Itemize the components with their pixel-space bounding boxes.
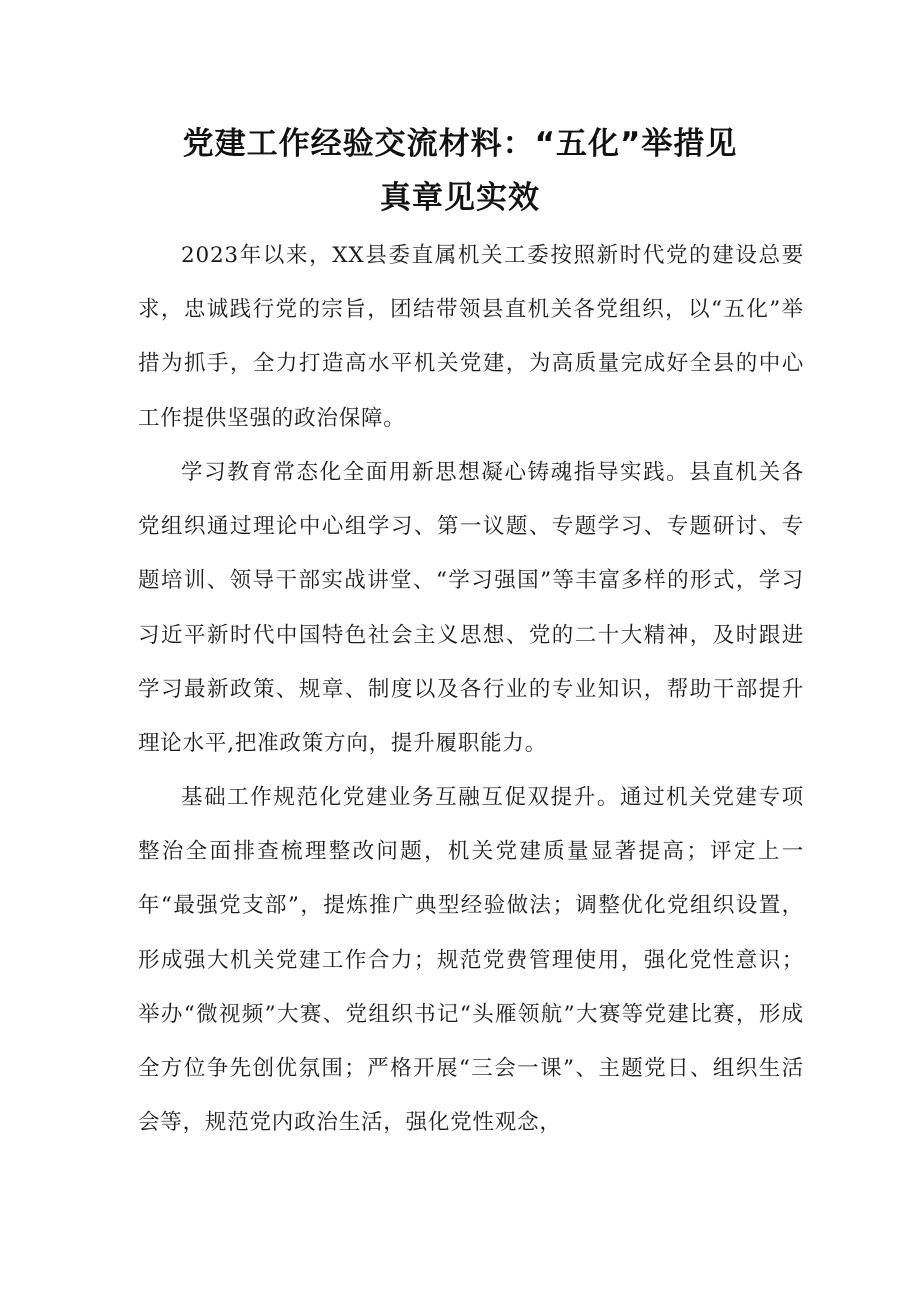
paragraph-learning-education: 学习教育常态化全面用新思想凝心铸魂指导实践。县直机关各党组织通过理论中心组学习、第一议题、专题学习、专题研讨、专题培训、领导干部实战讲堂、“学习强国”等丰富多样的形式，学习习近平新时代中国特色社会主义思想、党的二十大精神，及时跟进学习最新政策、规章、制度以及各行业的专业知识，帮助干部提升理论水平,把准政策方向，提升履职能力。 bbox=[138, 460, 804, 757]
paragraph-basic-work: 基础工作规范化党建业务互融互促双提升。通过机关党建专项整治全面排查梳理整改问题，机关党建质量显著提高；评定上一年“最强党支部”，提炼推广典型经验做法；调整优化党组织设置，形成强大机关党建工作合力；规范党费管理使用，强化党性意识；举办“微视频”大赛、党组织书记“头雁领航”大赛等党建比赛，形成全方位争先创优氛围；严格开展“三会一课”、主题党日、组织生活会等，规范党内政治生活，强化党性观念， bbox=[138, 785, 804, 1136]
document-title-line-1: 党建工作经验交流材料：“五化”举措见 bbox=[182, 126, 738, 162]
paragraph-intro: 2023年以来，XX县委直属机关工委按照新时代党的建设总要求，忠诚践行党的宗旨，团结带领县直机关各党组织，以“五化”举措为抓手，全力打造高水平机关党建，为高质量完成好全县的中心工作提供坚强的政治保障。 bbox=[138, 243, 804, 431]
document-title-line-2: 真章见实效 bbox=[380, 180, 540, 216]
